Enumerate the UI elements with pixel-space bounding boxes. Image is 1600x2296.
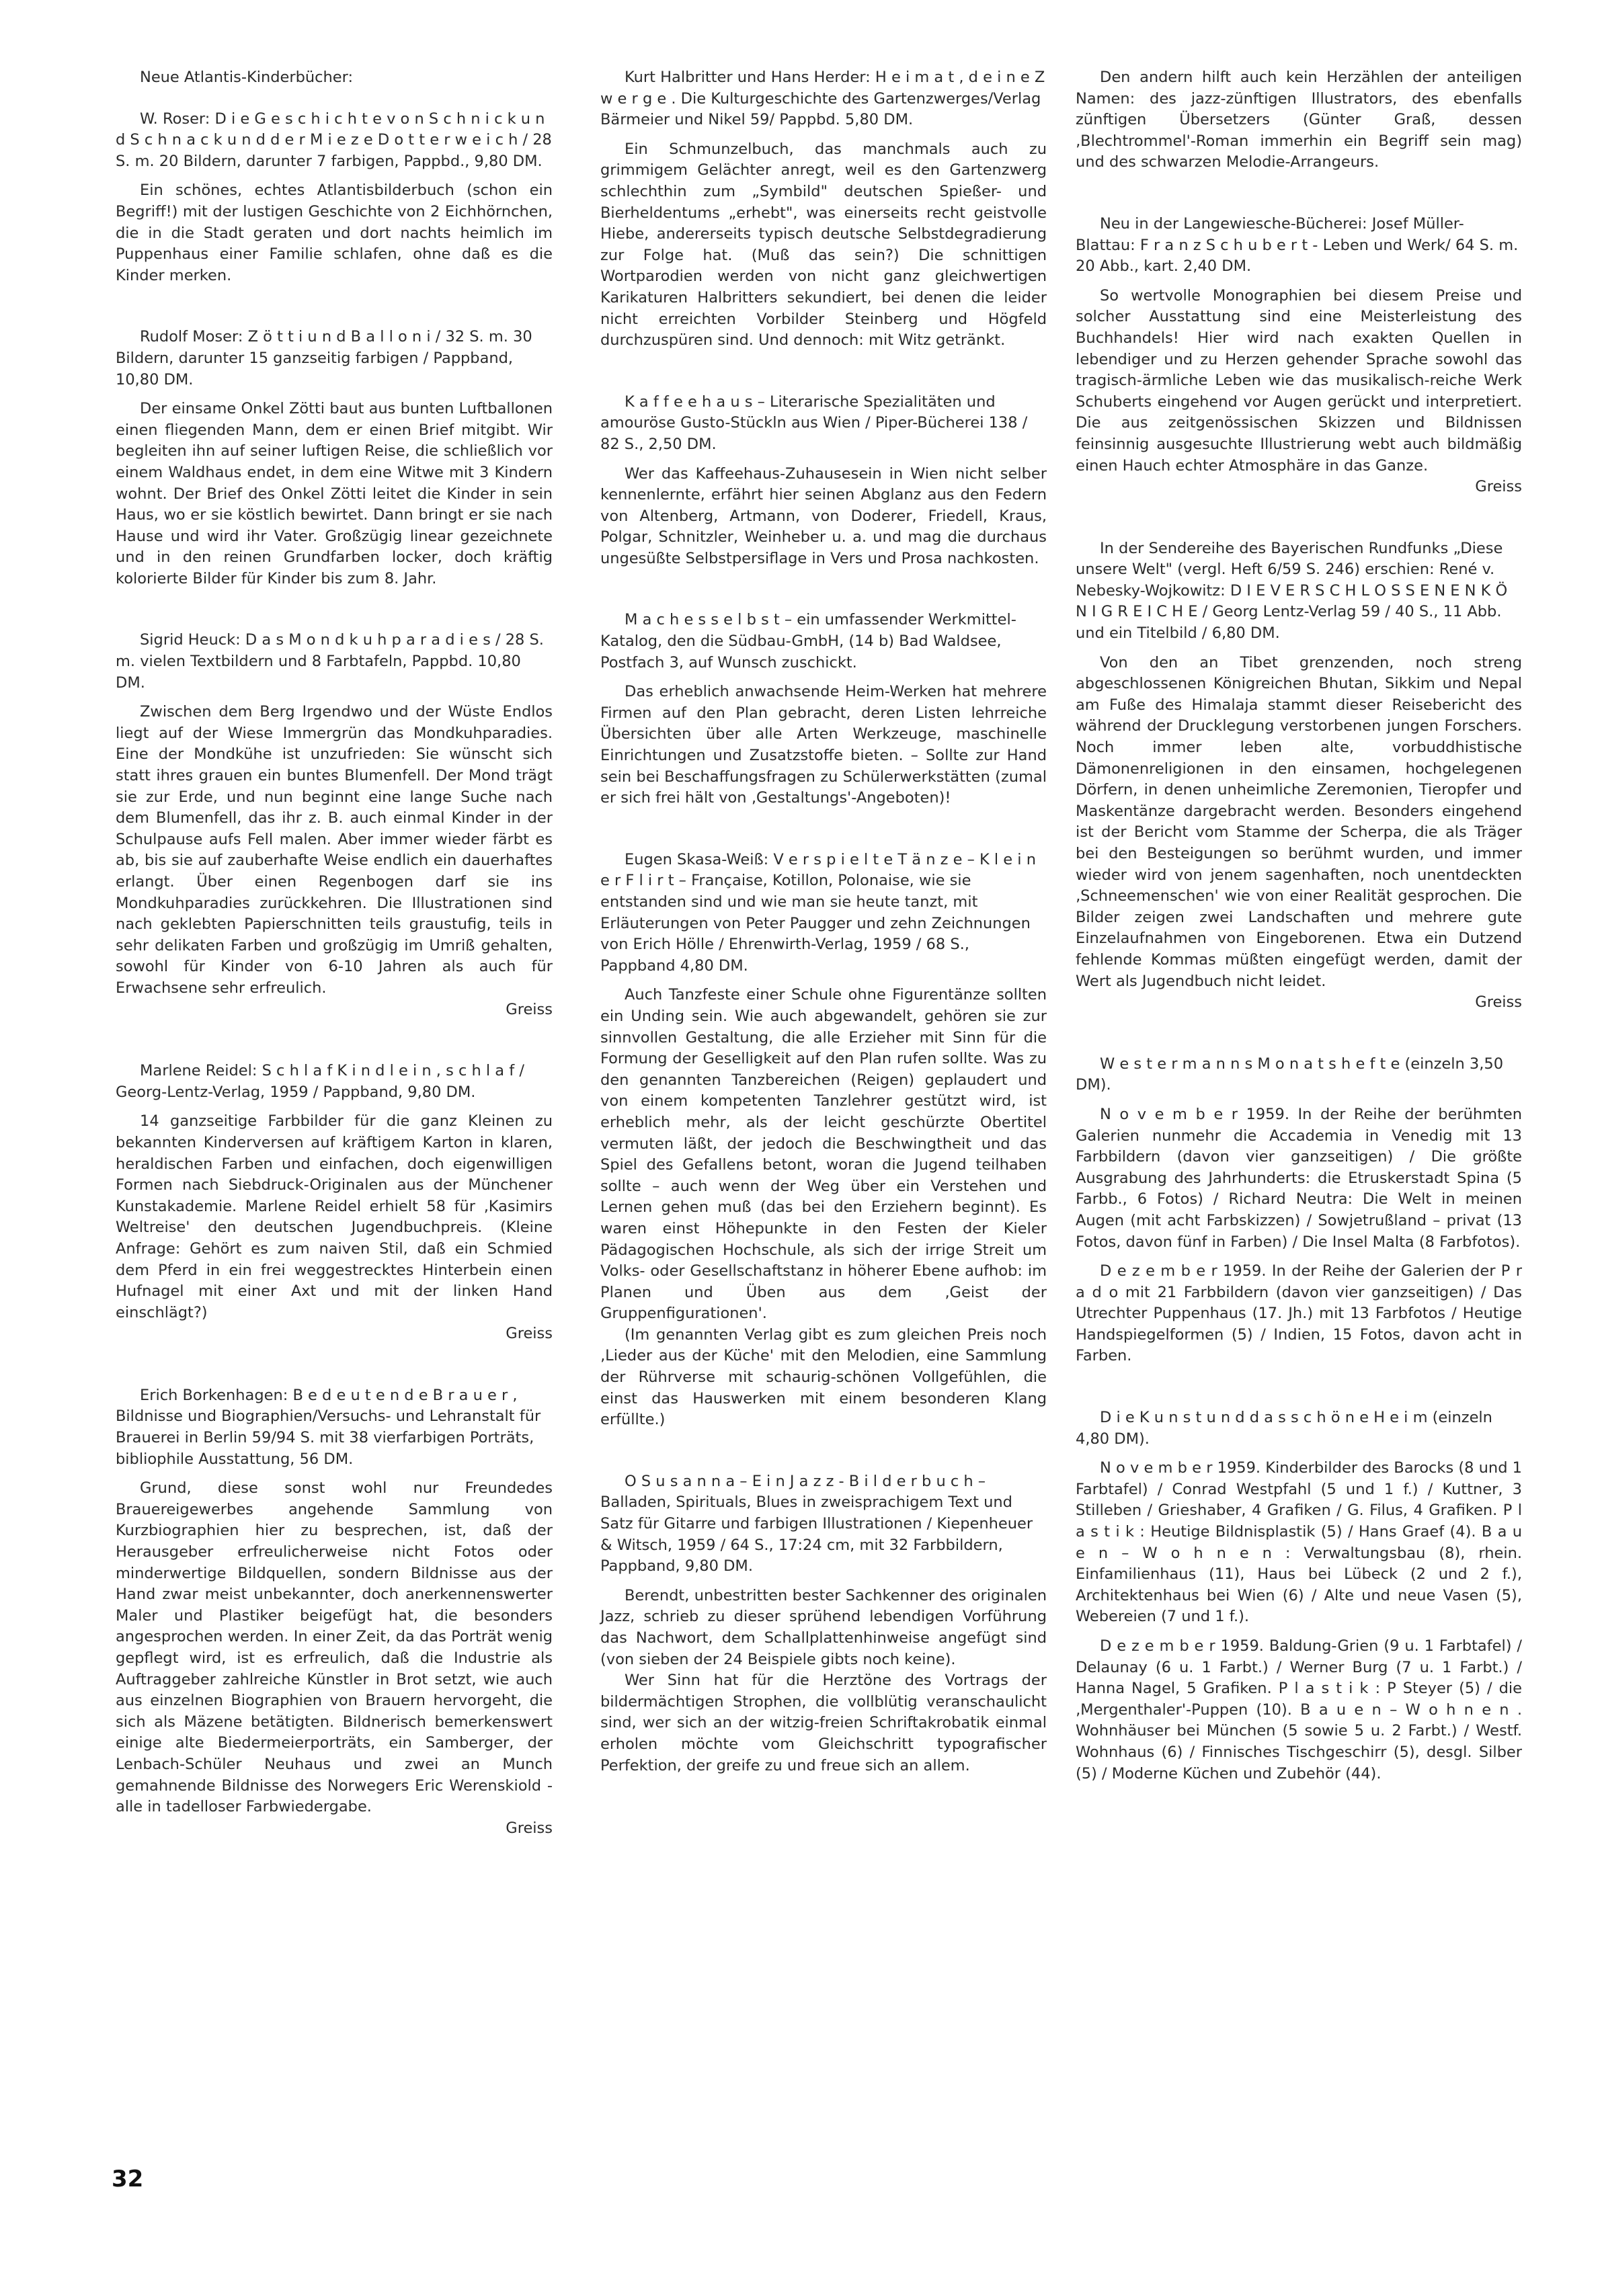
- magazine-issue: N o v e m b e r 1959. Kinderbilder des Barocks (8 und 1 Farbtafel) / Conrad Westpfahl (5 und 1 f.) / Kuttner, 3 Stilleben / Grieshaber, 4 Grafiken / G. Filus, 4 Grafiken. P l a s t i k : Heutige Bildnisplastik (5) / Hans Graef (4). B a u e n – W o h n e n : Verwaltungsbau (8), rhein. Einfamilienhaus (11), Haus bei Lübeck (2 und 2 f.), Architektenhaus bei Wien (6) / Alte und neue Vasen (5), Webereien (7 und 1 f.).: [1076, 1459, 1522, 1626]
- book-review: [1076, 286, 1522, 498]
- book-review: [1076, 653, 1522, 1014]
- book-entry-header: Marlene Reidel: S c h l a f K i n d l e i n , s c h l a f / Georg-Lentz-Verlag, 1959 / Pappband, 9,80 DM.: [116, 1062, 524, 1101]
- book-entry-header: O S u s a n n a – E i n J a z z - B i l d e r b u c h – Balladen, Spirituals, Blues in zweisprachigem Text und Satz für Gitarre und farbigen Illustrationen / Kiepenheuer & Witsch, 1959 / 64 S., 17:24 cm, mit 32 Farbbildern, Pappband, 9,80 DM.: [600, 1472, 1033, 1575]
- author-signature: Greiss: [506, 1325, 553, 1343]
- book-review: Ein schönes, echtes Atlantisbilderbuch (schon ein Begriff!) mit der lustigen Geschichte von 2 Eichhörnchen, die in die Stadt geraten und dort nachts heimlich im Puppenhaus einer Familie schlafen, ohne daß es die Kinder merken.: [116, 181, 553, 284]
- magazine-issue: D e z e m b e r 1959. Baldung-Grien (9 u. 1 Farbtafel) / Delaunay (6 u. 1 Farbt.) / Werner Burg (7 u. 1 Farbt.) / Hanna Nagel, 5 Grafiken. P l a s t i k : P Steyer (5) / die ‚Mergenthaler'-Puppen (10). B a u e n – W o h n e n . Wohnhäuser bei München (5 sowie 5 u. 2 Farbt.) / Westf. Wohnhaus (6) / Finnisches Tischgeschirr (5), desgl. Silber (5) / Moderne Küchen und Zubehör (44).: [1076, 1637, 1522, 1782]
- book-review: Den andern hilft auch kein Herzählen der anteiligen Namen: des jazz-zünftigen Illustrators, des ebenfalls zünftigen Übersetzers (Günter Graß, dessen ‚Blechtrommel'-Roman immerhin ein Begriff sein mag) und des schwarzen Melodie-Arrangeurs.: [1076, 69, 1522, 171]
- review-text: Von den an Tibet grenzenden, noch streng abgeschlossenen Königreichen Bhutan, Sikkim und Nepal am Fuße des Himalaja stammt dieser Reisebericht des während der Drucklegung verstorbenen jungen Forschers. Noch immer leben alte, vorbuddhistische Dämonenreligionen in den einsamen, hochgelegenen Dörfern, in denen unheimliche Zeremonien, Tieropfer und Maskentänze dargebracht werden. Besonders eingehend ist der Bericht vom Stamme der Scherpa, die als Träger bei den Besteigungen so berühmt wurden, und immer wieder wird von jenem sagenhaften, noch unentdeckten ‚Schneemenschen' wie von einer Realität gesprochen. Die Bilder zeigen zwei Landschaften und mehrere gute Einzelaufnahmen von Eingeborenen. Etwa ein Dutzend fehlende Kommas müßten eingefügt werden, damit der Wert als Jugendbuch nicht leidet.: [1076, 653, 1522, 990]
- column-right: [1076, 67, 1522, 1793]
- review-text: Grund, diese sonst wohl nur Freundedes Brauereigewerbes angehende Sammlung von Kurzbiographien hier zu besprechen, ist, daß der Herausgeber erfreulicherweise nicht Fotos oder minderwertige Bildquellen, sondern Bildnisse aus der Hand zwar meist unbekannter, doch anerkennenswerter Maler und Plastiker beigefügt hat, die besonders angesprochen werden. In einer Zeit, da das Porträt wenig gepflegt wird, ist es erfreulich, daß die Industrie als Auftraggeber zahlreiche Künstler in Brot setzt, wie auch aus einzelnen Biographien von Brauern hervorgeht, die sich als Mäzene betätigten. Bildnerisch bemerkenswert einige alte Biedermeierporträts, ein Samberger, der Lenbach-Schüler Neuhaus und zwei an Munch gemahnende Bildnisse des Norwegers Eric Werenskiold - alle in tadelloser Farbwiedergabe.: [116, 1479, 553, 1816]
- book-entry-header: Eugen Skasa-Weiß: V e r s p i e l t e T ä n z e – K l e i n e r F l i r t – Française, Kotillon, Polonaise, wie sie entstanden sind und wie man sie heute tanzt, mit Erläuterungen von Peter Paugger und zehn Zeichnungen von Erich Hölle / Ehrenwirth-Verlag, 1959 / 68 S., Pappband 4,80 DM.: [600, 850, 1036, 975]
- book-review: Berendt, unbestritten bester Sachkenner des originalen Jazz, schrieb zu dieser sprühend lebendigen Vorführung das Nachwort, dem Schallplattenhinweise angefügt sind (von sieben der 24 Beispiele gibts noch keine).: [600, 1586, 1047, 1668]
- book-entry-header: Rudolf Moser: Z ö t t i u n d B a l l o n i / 32 S. m. 30 Bildern, darunter 15 ganzseitig farbigen / Pappband, 10,80 DM.: [116, 328, 532, 388]
- author-signature: Greiss: [1475, 993, 1522, 1012]
- section-heading: Neue Atlantis-Kinderbücher:: [140, 69, 354, 86]
- book-review: Wer das Kaffeehaus-Zuhausesein in Wien nicht selber kennenlernte, erfährt hier seinen Abglanz aus den Federn von Altenberg, Artmann, von Doderer, Friedell, Kraus, Polgar, Schnitzler, Weinheber u. a. und mag die durchaus ungesüßte Selbstpersiflage in Vers und Prosa nachkosten.: [600, 464, 1047, 567]
- book-review: [116, 1478, 553, 1839]
- book-review: Das erheblich anwachsende Heim-Werken hat mehrere Firmen auf den Plan gebracht, deren Listen lehrreiche Übersichten über alle Arten Werkzeuge, maschinelle Einrichtungen und Zusatzstoffe bieten. – Sollte zur Hand sein bei Beschaffungsfragen zu Schülerwerkstätten (zumal er sich frei hält von ‚Gestaltungs'-Angeboten)!: [600, 683, 1047, 807]
- review-text: So wertvolle Monographien bei diesem Preise und solcher Ausstattung sind eine Meisterleistung des Buchhandels! Hier wird nach exakten Quellen in lebendiger und zu Herzen gehender Sprache sowohl das tragisch-ärmliche Leben wie das musikalisch-reiche Werk Schuberts eingehend vor Augen gerückt und interpretiert. Die aus zeitgenössischen Skizzen und Bildnissen feinsinnig ausgesuchte Illustrierung webt auch bildmäßig einen Hauch echter Atmosphäre in das Ganze.: [1076, 286, 1522, 475]
- book-review: Ein Schmunzelbuch, das manchmals auch zu grimmigem Gelächter anregt, weil es den Gartenzwerg schlechthin zum „Symbild" deutschen Spießer- und Bierheldentums „erhebt", was einerseits recht geistvolle Hiebe, andererseits typisch deutsche Selbstdegradierung zur Folge hat. (Muß das sein?) Die schnittigen Wortparodien werden von nicht ganz gleichwertigen Karikaturen Halbritters sekundiert, bei denen die leider nicht erreichten Vorbilder Steinberg und Högfeld durchzuspüren sind. Und dennoch: mit Witz getränkt.: [600, 140, 1047, 350]
- review-text: 14 ganzseitige Farbbilder für die ganz Kleinen zu bekannten Kinderversen auf kräftigem Karton in klaren, heraldischen Farben und einfachen, doch eigenwilligen Formen nach Siebdruck-Originalen aus der Münchener Kunstakademie. Marlene Reidel erhielt 58 für ‚Kasimirs Weltreise' den deutschen Jugendbuchpreis. (Kleine Anfrage: Gehört es zum naiven Stil, daß ein Schmied dem Pferd in ein frei weggestrecktes Hinterbein einen Hufnagel mit einer Axt und mit der linken Hand einschlägt?): [116, 1112, 553, 1321]
- book-review: [116, 1111, 553, 1345]
- magazine-issue: N o v e m b e r 1959. In der Reihe der berühmten Galerien nunmehr die Accademia in Venedig mit 13 Farbbildern (davon vier ganzseitigen) / Die größte Ausgrabung des Jahrhunderts: die Etruskerstadt Spina (5 Farbb., 6 Fotos) / Richard Neutra: Die Welt in meinen Augen (mit acht Farbskizzen) / Sowjetrußland – privat (13 Fotos, davon fünf in Farben) / Die Insel Malta (8 Farbfotos).: [1076, 1105, 1522, 1251]
- column-left: [116, 67, 553, 1847]
- book-entry-header: W. Roser: D i e G e s c h i c h t e v o n S c h n i c k u n d S c h n a c k u n d d e r M i e z e D o t t e r w e i c h / 28 S. m. 20 Bildern, darunter 7 farbigen, Pappbd., 9,80 DM.: [116, 110, 552, 170]
- book-entry-header: In der Sendereihe des Bayerischen Rundfunks „Diese unsere Welt" (vergl. Heft 6/59 S. 246) erschien: René v. Nebesky-Wojkowitz: D I E V E R S C H L O S S E N E N K Ö N I G R E I C H E / Georg Lentz-Verlag 59 / 40 S., 11 Abb. und ein Titelbild / 6,80 DM.: [1076, 539, 1508, 643]
- book-review: Auch Tanzfeste einer Schule ohne Figurentänze sollten ein Unding sein. Wie auch abgewandelt, gehören sie zur sinnvollen Gestaltung, die alle Erzieher mit Sinn für die Formung der Geselligkeit auf den Plan rufen sollte. Was zu den genannten Tanzbereichen (Reigen) geplaudert und von einem kompetenten Tanzlehrer gestützt wird, ist erheblich mehr, als der leicht geschürzte Obertitel vermuten läßt, der jedoch die Beschwingtheit und das Spiel des Gefallens betont, woran die Jugend teilhaben sollte – auch wenn der Weg über ein Verstehen und Lernen gehen muß (das bei den Erziehern beginnt). Es waren einst Höhepunkte in den Festen der Kieler Pädagogischen Hochschule, als sich der irrige Streit um Volks- oder Gesellschaftstanz in höherer Ebene aufhob: im Planen und Üben aus dem ‚Geist der Gruppenfigurationen'.: [600, 986, 1047, 1323]
- book-entry-header: K a f f e e h a u s – Literarische Spezialitäten und amouröse Gusto-Stückln aus Wien / Piper-Bücherei 138 / 82 S., 2,50 DM.: [600, 393, 1028, 453]
- book-review: [116, 702, 553, 1020]
- column-middle: [600, 67, 1047, 1785]
- author-signature: Greiss: [506, 1819, 553, 1837]
- magazine-header: W e s t e r m a n n s M o n a t s h e f t e (einzeln 3,50 DM).: [1076, 1055, 1504, 1094]
- book-entry-header: Kurt Halbritter und Hans Herder: H e i m a t , d e i n e Z w e r g e . Die Kulturgeschichte des Gartenzwerges/Verlag Bärmeier und Nikel 59/ Pappbd. 5,80 DM.: [600, 69, 1045, 129]
- magazine-header: D i e K u n s t u n d d a s s c h ö n e H e i m (einzeln 4,80 DM).: [1076, 1409, 1492, 1448]
- book-review-note: (Im genannten Verlag gibt es zum gleichen Preis noch ‚Lieder aus der Küche' mit den Melodien, eine Sammlung der Rührverse mit schaurig-schönen Vollgefühlen, die einst das Hauswerken mit einem besonderen Klang erfüllte.): [600, 1325, 1047, 1429]
- author-signature: Greiss: [506, 1000, 553, 1018]
- magazine-issue: D e z e m b e r 1959. In der Reihe der Galerien der P r a d o mit 21 Farbbildern (davon vier ganzseitigen) / Das Utrechter Puppenhaus (17. Jh.) mit 13 Farbfotos / Heutige Handspiegelformen (5) / Indien, 15 Fotos, davon acht in Farben.: [1076, 1262, 1522, 1365]
- book-entry-header: M a c h e s s e l b s t – ein umfassender Werkmittel-Katalog, den die Südbau-GmbH, (14 b) Bad Waldsee, Postfach 3, auf Wunsch zuschickt.: [600, 611, 1016, 671]
- review-text: Zwischen dem Berg Irgendwo und der Wüste Endlos liegt auf der Wiese Immergrün das Mondkuhparadies. Eine der Mondkühe ist unzufrieden: Sie wünscht sich statt ihres grauen ein buntes Blumenfell. Der Mond trägt sie zur Erde, und nun beginnt eine lange Suche nach dem Blumenfell, das ihr z. B. auch einmal Kinder in der Schulpause aufs Fell malen. Aber immer wieder färbt es ab, bis sie auf zauberhafte Weise endlich ein dauerhaftes erlangt. Über einen Regenbogen darf sie ins Mondkuhparadies zurückkehren. Die Illustrationen sind nach geklebten Papierschnitten teils graustufig, teils in sehr delikaten Farben und großzügig im Umriß gehalten, sowohl für Kinder von 6-10 Jahren als auch für Erwachsene sehr erfreulich.: [116, 703, 553, 997]
- page-number: 32: [112, 2166, 144, 2192]
- book-entry-header: Sigrid Heuck: D a s M o n d k u h p a r a d i e s / 28 S. m. vielen Textbildern und 8 Farbtafeln, Pappbd. 10,80 DM.: [116, 631, 544, 692]
- book-entry-header: Neu in der Langewiesche-Bücherei: Josef Müller-Blattau: F r a n z S c h u b e r t - Leben und Werk/ 64 S. m. 20 Abb., kart. 2,40 DM.: [1076, 214, 1519, 276]
- book-review: Der einsame Onkel Zötti baut aus bunten Luftballonen einen fliegenden Mann, dem er einen Brief mitgibt. Wir begleiten ihn auf seiner luftigen Reise, die schließlich vor einem Waldhaus endet, in dem eine Witwe mit 3 Kindern wohnt. Der Brief des Onkel Zötti leitet die Kinder in sein Haus, wo er sie köstlich bewirtet. Dann bringt er sie nach Hause und wird ihr Vater. Großzügig linear gezeichnete und in den reinen Grundfarben locker, doch kräftig kolorierte Bilder für Kinder bis zum 8. Jahr.: [116, 400, 553, 587]
- book-review: Wer Sinn hat für die Herztöne des Vortrags der bildermächtigen Strophen, die vollblütig veranschaulicht sind, wer sich an der witzig-freien Schriftakrobatik einmal erholen möchte vom Gleichschritt typografischer Perfektion, der greife zu und freue sich an allem.: [600, 1672, 1047, 1774]
- book-entry-header: Erich Borkenhagen: B e d e u t e n d e B r a u e r , Bildnisse und Biographien/Versuchs- und Lehranstalt für Brauerei in Berlin 59/94 S. mit 38 vierfarbigen Porträts, bibliophile Ausstattung, 56 DM.: [116, 1386, 541, 1468]
- author-signature: Greiss: [1475, 478, 1522, 496]
